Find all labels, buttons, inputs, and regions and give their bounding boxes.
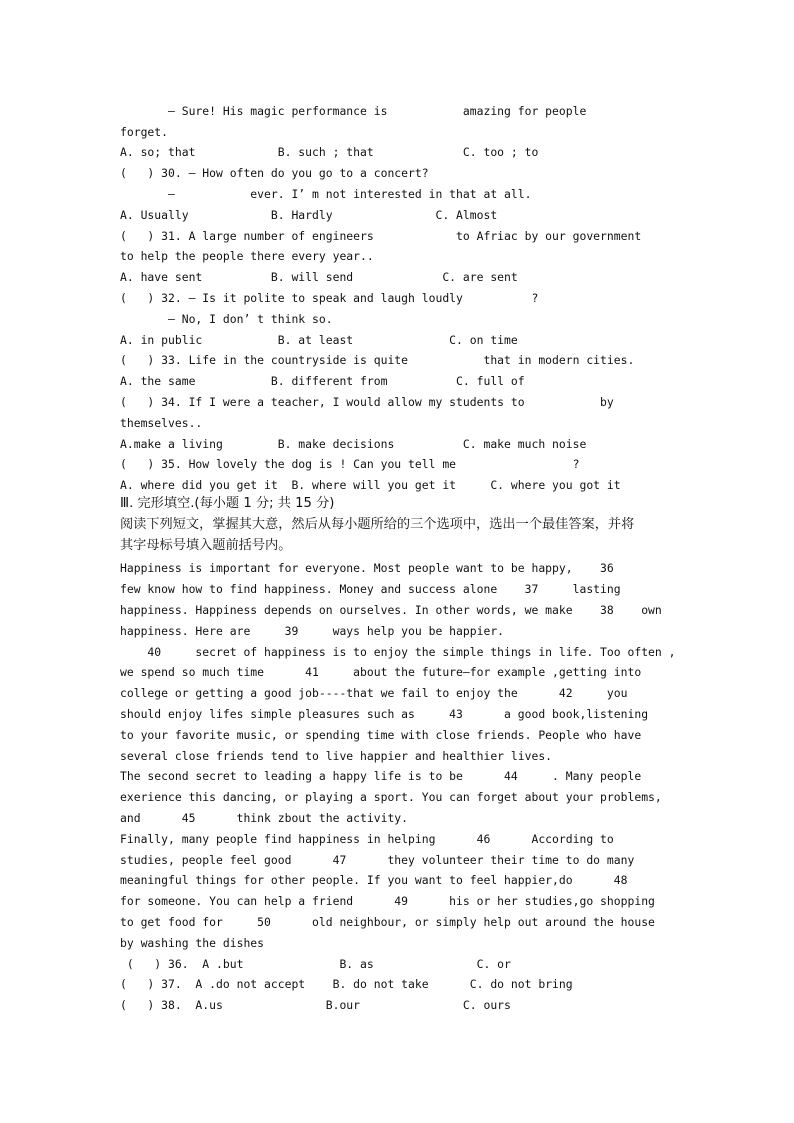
passage-line: several close friends tend to live happier and healthier lives. bbox=[120, 749, 553, 763]
passage-line: few know how to find happiness. Money and success alone 37 lasting bbox=[120, 582, 621, 596]
q29-continuation: forget. bbox=[120, 125, 169, 139]
passage-line: we spend so much time 41 about the future—for example ,getting into bbox=[120, 665, 642, 679]
passage-line: Happiness is important for everyone. Most people want to be happy, 36 bbox=[120, 561, 614, 575]
q36-options: ( ) 36. A .but B. as C. or bbox=[120, 957, 511, 971]
q34-options: A.make a living B. make decisions C. make much noise bbox=[120, 437, 587, 451]
q34-continuation: themselves.. bbox=[120, 416, 203, 430]
section-heading: Ⅲ. 完形填空.(每小题 1 分; 共 15 分) bbox=[120, 496, 335, 511]
passage-line: studies, people feel good 47 they volunteer their time to do many bbox=[120, 853, 635, 867]
q37-options: ( ) 37. A .do not accept B. do not take C. do not bring bbox=[120, 977, 573, 991]
passage-line: exerience this dancing, or playing a sport. You can forget about your problems, bbox=[120, 790, 662, 804]
passage-line: meaningful things for other people. If you want to feel happier,do 48 bbox=[120, 873, 628, 887]
q31-stem: ( ) 31. A large number of engineers to Afriac by our government bbox=[120, 229, 642, 243]
q35-options: A. where did you get it B. where will you get it C. where you got it bbox=[120, 478, 621, 492]
passage-line: happiness. Happiness depends on ourselves. In other words, we make 38 own bbox=[120, 603, 662, 617]
passage-line: The second secret to leading a happy life is to be 44 . Many people bbox=[120, 769, 642, 783]
q29-options: A. so; that B. such ; that C. too ; to bbox=[120, 145, 539, 159]
q32-options: A. in public B. at least C. on time bbox=[120, 333, 518, 347]
q33-options: A. the same B. different from C. full of bbox=[120, 374, 525, 388]
q32-stem: ( ) 32. — Is it polite to speak and laugh loudly ? bbox=[120, 291, 539, 305]
passage-line: by washing the dishes bbox=[120, 936, 265, 950]
passage-line: Finally, many people find happiness in helping 46 According to bbox=[120, 832, 614, 846]
q31-options: A. have sent B. will send C. are sent bbox=[120, 270, 518, 284]
passage-line: 40 secret of happiness is to enjoy the simple things in life. Too often , bbox=[120, 645, 676, 659]
section-instructions: 阅读下列短文，掌握其大意，然后从每小题所给的三个选项中，选出一个最佳答案，并将 bbox=[120, 517, 635, 532]
section-instructions-cont: 其字母标号填入题前括号内。 bbox=[120, 538, 292, 553]
passage-line: to your favorite music, or spending time with close friends. People who have bbox=[120, 728, 642, 742]
passage-line: to get food for 50 old neighbour, or simply help out around the house bbox=[120, 915, 655, 929]
q33-stem: ( ) 33. Life in the countryside is quite that in modern cities. bbox=[120, 353, 635, 367]
passage-line: happiness. Here are 39 ways help you be happier. bbox=[120, 624, 505, 638]
q32-reply: — No, I don’ t think so. bbox=[120, 312, 333, 326]
q30-stem: ( ) 30. — How often do you go to a concert? bbox=[120, 166, 429, 180]
q35-stem: ( ) 35. How lovely the dog is ! Can you tell me ? bbox=[120, 457, 580, 471]
passage-line: should enjoy lifes simple pleasures such as 43 a good book,listening bbox=[120, 707, 649, 721]
q31-continuation: to help the people there every year.. bbox=[120, 249, 374, 263]
q29-dialogue-reply: — Sure! His magic performance is amazing for people bbox=[120, 104, 587, 118]
passage-line: for someone. You can help a friend 49 his or her studies,go shopping bbox=[120, 894, 655, 908]
q34-stem: ( ) 34. If I were a teacher, I would allow my students to by bbox=[120, 395, 614, 409]
passage-line: and 45 think zbout the activity. bbox=[120, 811, 409, 825]
q30-reply: — ever. I’ m not interested in that at all. bbox=[120, 187, 532, 201]
q30-options: A. Usually B. Hardly C. Almost bbox=[120, 208, 498, 222]
passage-line: college or getting a good job----that we fail to enjoy the 42 you bbox=[120, 686, 628, 700]
q38-options: ( ) 38. A.us B.our C. ours bbox=[120, 998, 511, 1012]
